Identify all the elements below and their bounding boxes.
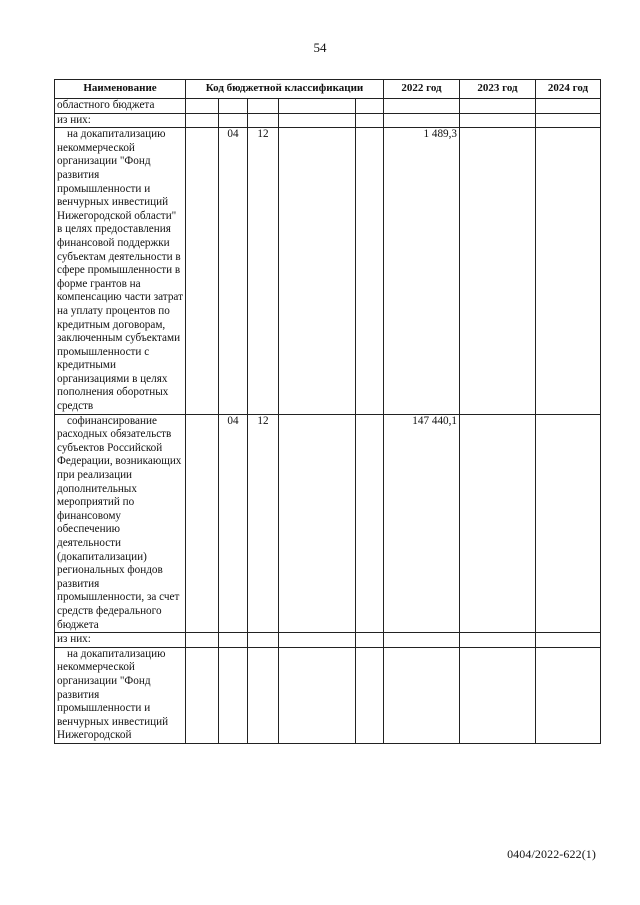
amount-2023 (460, 128, 536, 414)
table-row (55, 128, 601, 414)
row-name: из них: (55, 113, 186, 128)
table-header-row (55, 80, 601, 99)
table-row (55, 414, 601, 633)
amount-2022: 147 440,1 (384, 414, 460, 633)
code-cell (356, 414, 384, 633)
code-cell (219, 99, 248, 114)
amount-2024 (536, 113, 601, 128)
header-budget-code: Код бюджетной классификации (186, 80, 384, 99)
code-cell (186, 99, 219, 114)
amount-2023 (460, 99, 536, 114)
code-cell (356, 99, 384, 114)
code-cell (186, 414, 219, 633)
header-name: Наименование (55, 80, 186, 99)
row-name: на докапитализацию некоммерческой организации "Фонд развития промышленности и венчурных инвестиций Нижегородской области" в целях предоставления финансовой поддержки субъектам деятельности в сфере промышленности в форме грантов на компенсацию части затрат на уплату процентов по кредитным договорам, заключенным субъектами промышленности с кредитными организациями в целях пополнения оборотных средств (55, 128, 186, 414)
amount-2022 (384, 113, 460, 128)
amount-2023 (460, 633, 536, 648)
header-2023: 2023 год (460, 80, 536, 99)
section-code: 04 (219, 128, 248, 414)
subsection-code: 12 (248, 128, 279, 414)
code-cell (279, 647, 356, 743)
amount-2023 (460, 113, 536, 128)
amount-2022: 1 489,3 (384, 128, 460, 414)
amount-2023 (460, 647, 536, 743)
code-cell (279, 128, 356, 414)
code-cell (279, 633, 356, 648)
code-cell (186, 633, 219, 648)
code-cell (248, 647, 279, 743)
code-cell (186, 113, 219, 128)
amount-2022 (384, 633, 460, 648)
amount-2023 (460, 414, 536, 633)
page-number: 54 (313, 40, 327, 55)
subsection-code: 12 (248, 414, 279, 633)
header-2024: 2024 год (536, 80, 601, 99)
code-cell (248, 113, 279, 128)
code-cell (186, 128, 219, 414)
code-cell (186, 647, 219, 743)
row-name: из них: (55, 633, 186, 648)
code-cell (356, 113, 384, 128)
code-cell (356, 647, 384, 743)
amount-2024 (536, 414, 601, 633)
code-cell (248, 99, 279, 114)
table-row (55, 633, 601, 648)
code-cell (356, 633, 384, 648)
document-code: 0404/2022-622(1) (507, 847, 596, 861)
amount-2022 (384, 647, 460, 743)
amount-2024 (536, 647, 601, 743)
code-cell (356, 128, 384, 414)
row-name: софинансирование расходных обязательств субъектов Российской Федерации, возникающих при реализации дополнительных мероприятий по финансовому обеспечению деятельности (докапитализации) региональных фондов развития промышленности, за счет средств федерального бюджета (55, 414, 186, 633)
table-row (55, 113, 601, 128)
row-name: на докапитализацию некоммерческой организации "Фонд развития промышленности и венчурных инвестиций Нижегородской (55, 647, 186, 743)
code-cell (219, 113, 248, 128)
code-cell (279, 113, 356, 128)
row-name: областного бюджета (55, 99, 186, 114)
amount-2022 (384, 99, 460, 114)
table-row (55, 99, 601, 114)
section-code: 04 (219, 414, 248, 633)
amount-2024 (536, 633, 601, 648)
header-2022: 2022 год (384, 80, 460, 99)
code-cell (219, 633, 248, 648)
code-cell (279, 99, 356, 114)
table-row (55, 647, 601, 743)
code-cell (248, 633, 279, 648)
code-cell (219, 647, 248, 743)
amount-2024 (536, 128, 601, 414)
budget-table (54, 79, 601, 744)
amount-2024 (536, 99, 601, 114)
code-cell (279, 414, 356, 633)
